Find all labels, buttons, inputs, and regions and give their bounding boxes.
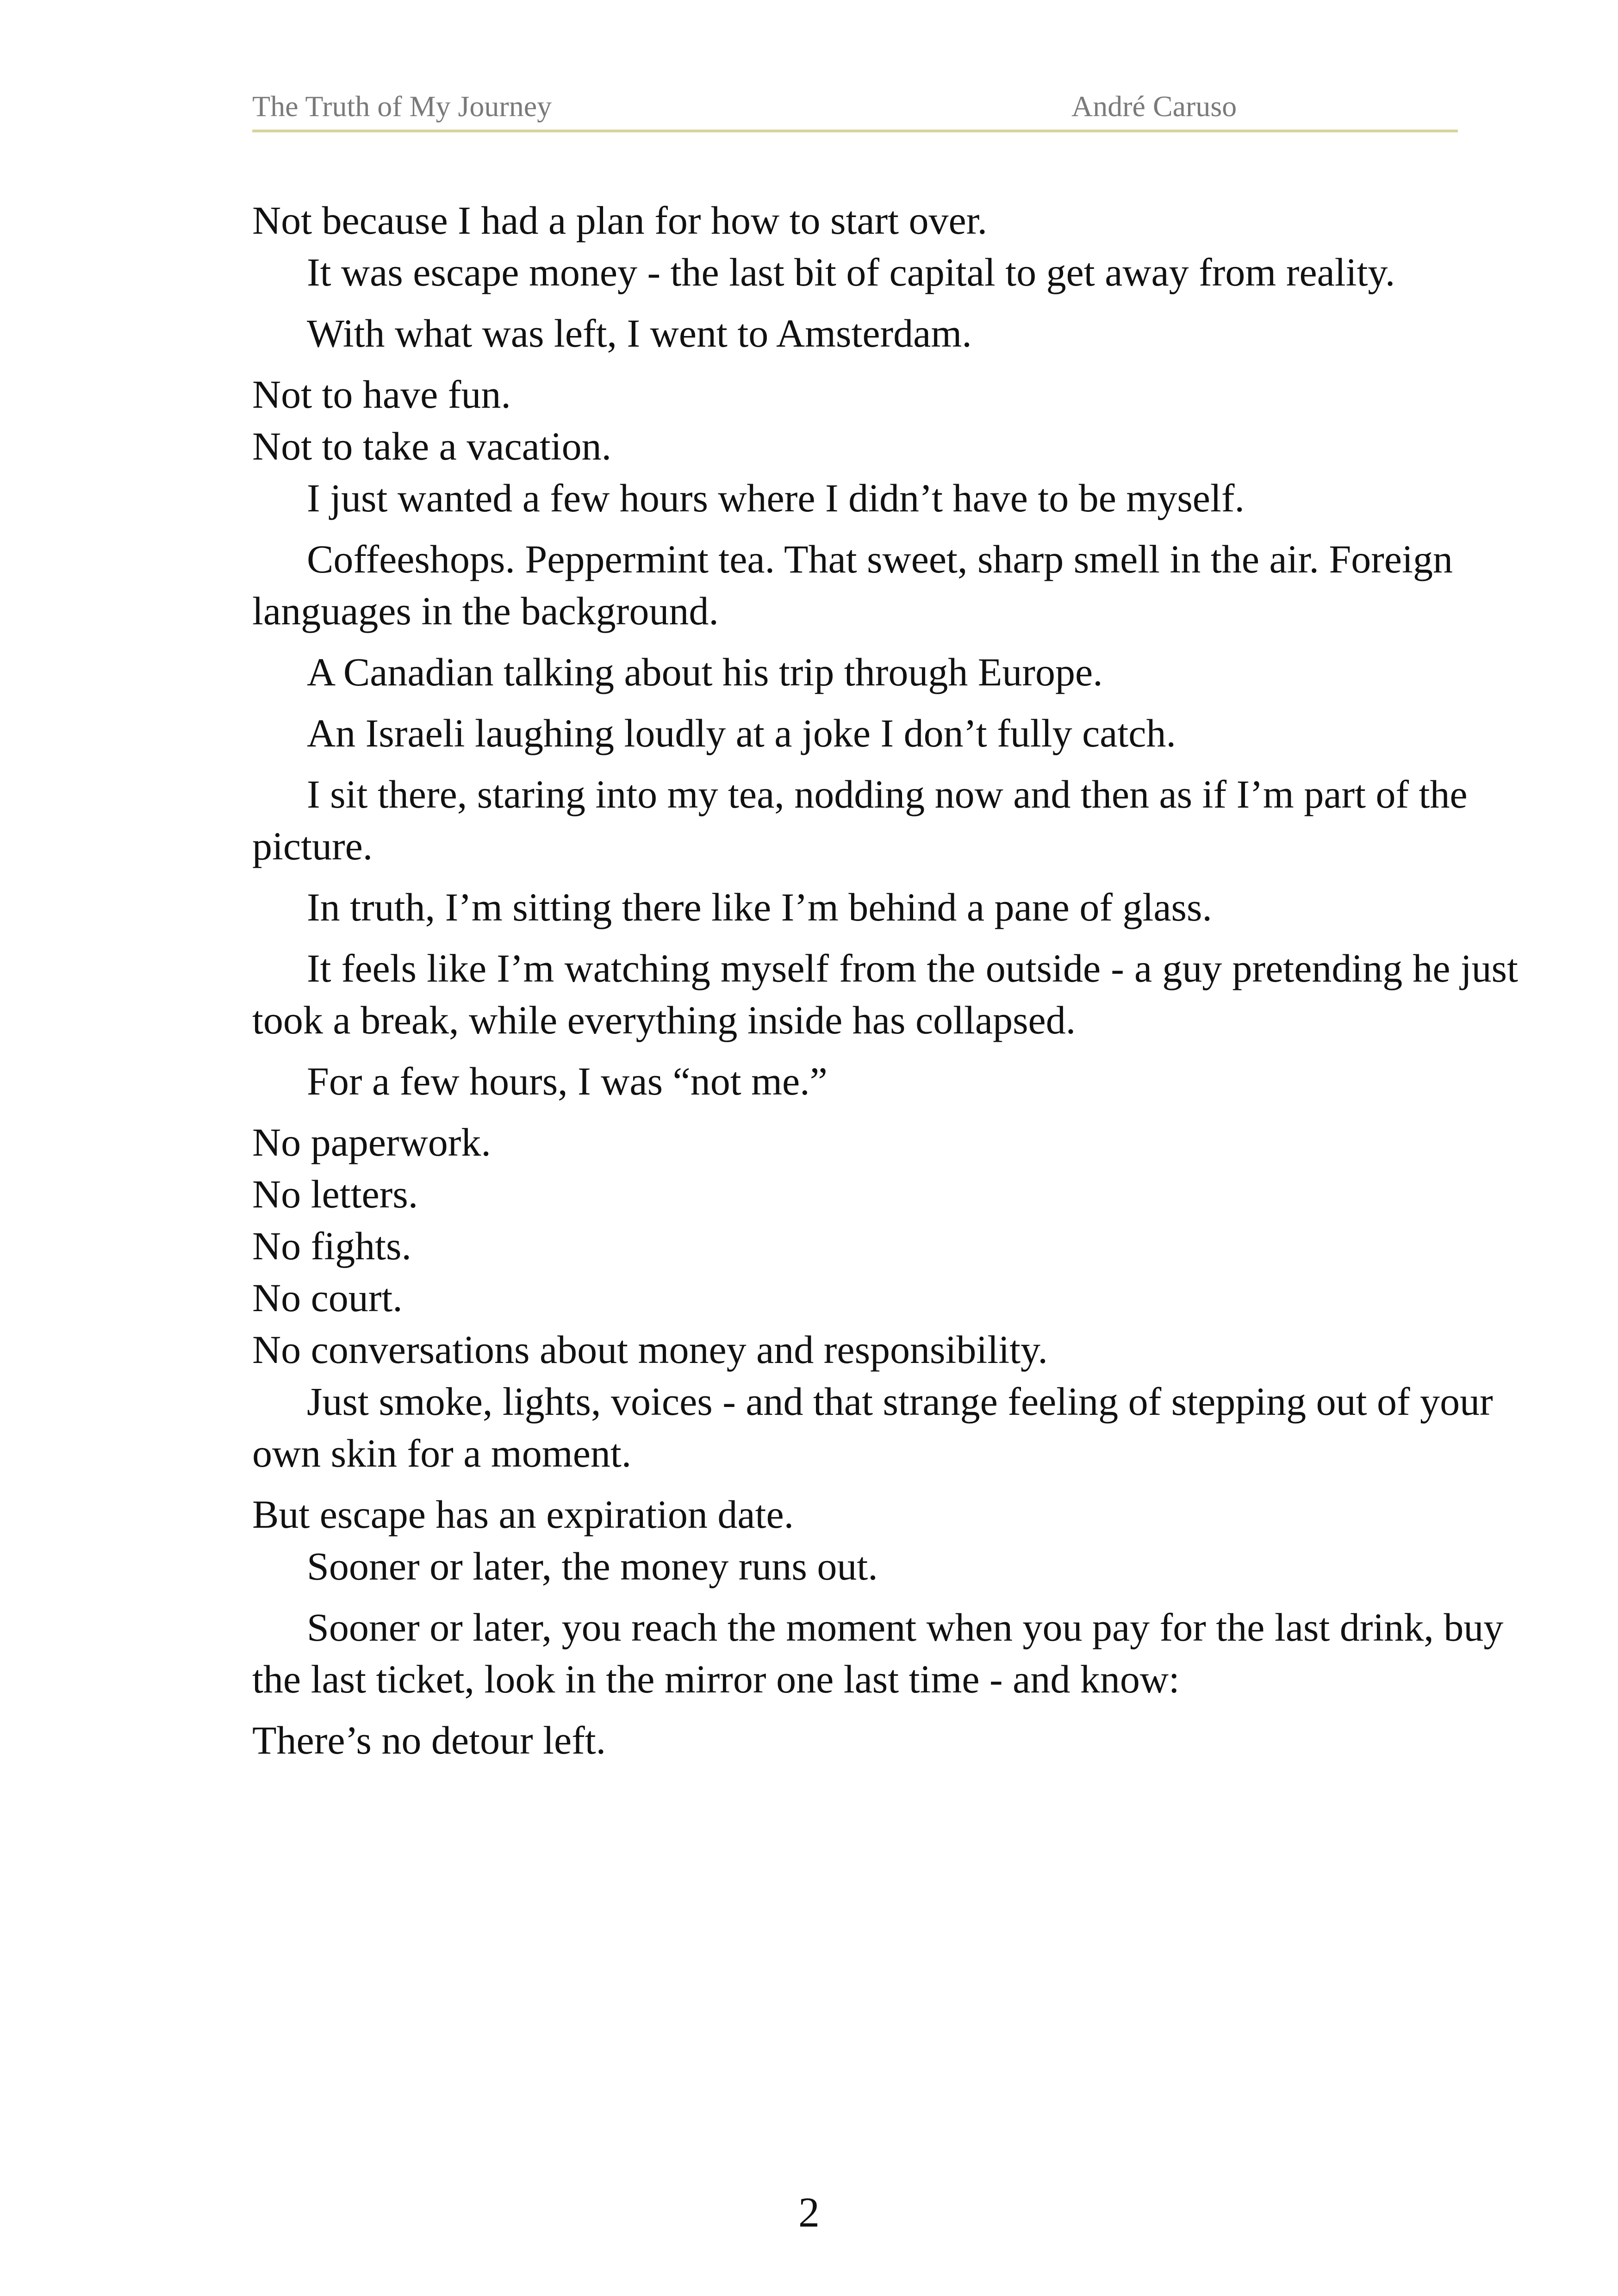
- paragraph: A Canadian talking about his trip through Europe.: [307, 650, 1103, 694]
- paragraph: It feels like I’m watching myself from the outside - a guy pretending he just took a break, while everything inside has collapsed.: [252, 946, 1518, 1042]
- paragraph: It was escape money - the last bit of capital to get away from reality.: [307, 250, 1395, 294]
- paragraph: No conversations about money and responsibility.: [252, 1327, 1048, 1372]
- paragraph: Coffeeshops. Peppermint tea. That sweet, sharp smell in the air. Foreign languages in the background.: [252, 537, 1453, 633]
- running-header: [252, 88, 1458, 132]
- paragraph: Sooner or later, the money runs out.: [307, 1544, 878, 1588]
- page-number: 2: [798, 2189, 820, 2236]
- paragraph: But escape has an expiration date.: [252, 1492, 794, 1537]
- paragraph: I just wanted a few hours where I didn’t have to be myself.: [307, 476, 1245, 520]
- page-body: [252, 194, 1518, 1766]
- paragraph: No court.: [252, 1276, 403, 1320]
- paragraph: I sit there, staring into my tea, nodding now and then as if I’m part of the picture.: [252, 772, 1468, 868]
- paragraph: No fights.: [252, 1224, 411, 1268]
- paragraph: With what was left, I went to Amsterdam.: [307, 311, 972, 355]
- paragraph: Not because I had a plan for how to start over.: [252, 198, 988, 243]
- book-title: The Truth of My Journey: [252, 90, 552, 123]
- author-name: André Caruso: [1071, 90, 1237, 123]
- paragraph: For a few hours, I was “not me.”: [307, 1059, 828, 1103]
- paragraph: Not to have fun.: [252, 372, 511, 417]
- paragraph: Just smoke, lights, voices - and that strange feeling of stepping out of your own skin for a moment.: [252, 1379, 1493, 1475]
- paragraph: There’s no detour left.: [252, 1718, 606, 1762]
- paragraph: No paperwork.: [252, 1120, 491, 1164]
- paragraph: Not to take a vacation.: [252, 424, 612, 468]
- paragraph: No letters.: [252, 1172, 418, 1216]
- paragraph: An Israeli laughing loudly at a joke I don’t fully catch.: [307, 711, 1176, 755]
- paragraph: Sooner or later, you reach the moment when you pay for the last drink, buy the last ticket, look in the mirror one last time - and know:: [252, 1605, 1504, 1701]
- paragraph: In truth, I’m sitting there like I’m behind a pane of glass.: [307, 885, 1212, 929]
